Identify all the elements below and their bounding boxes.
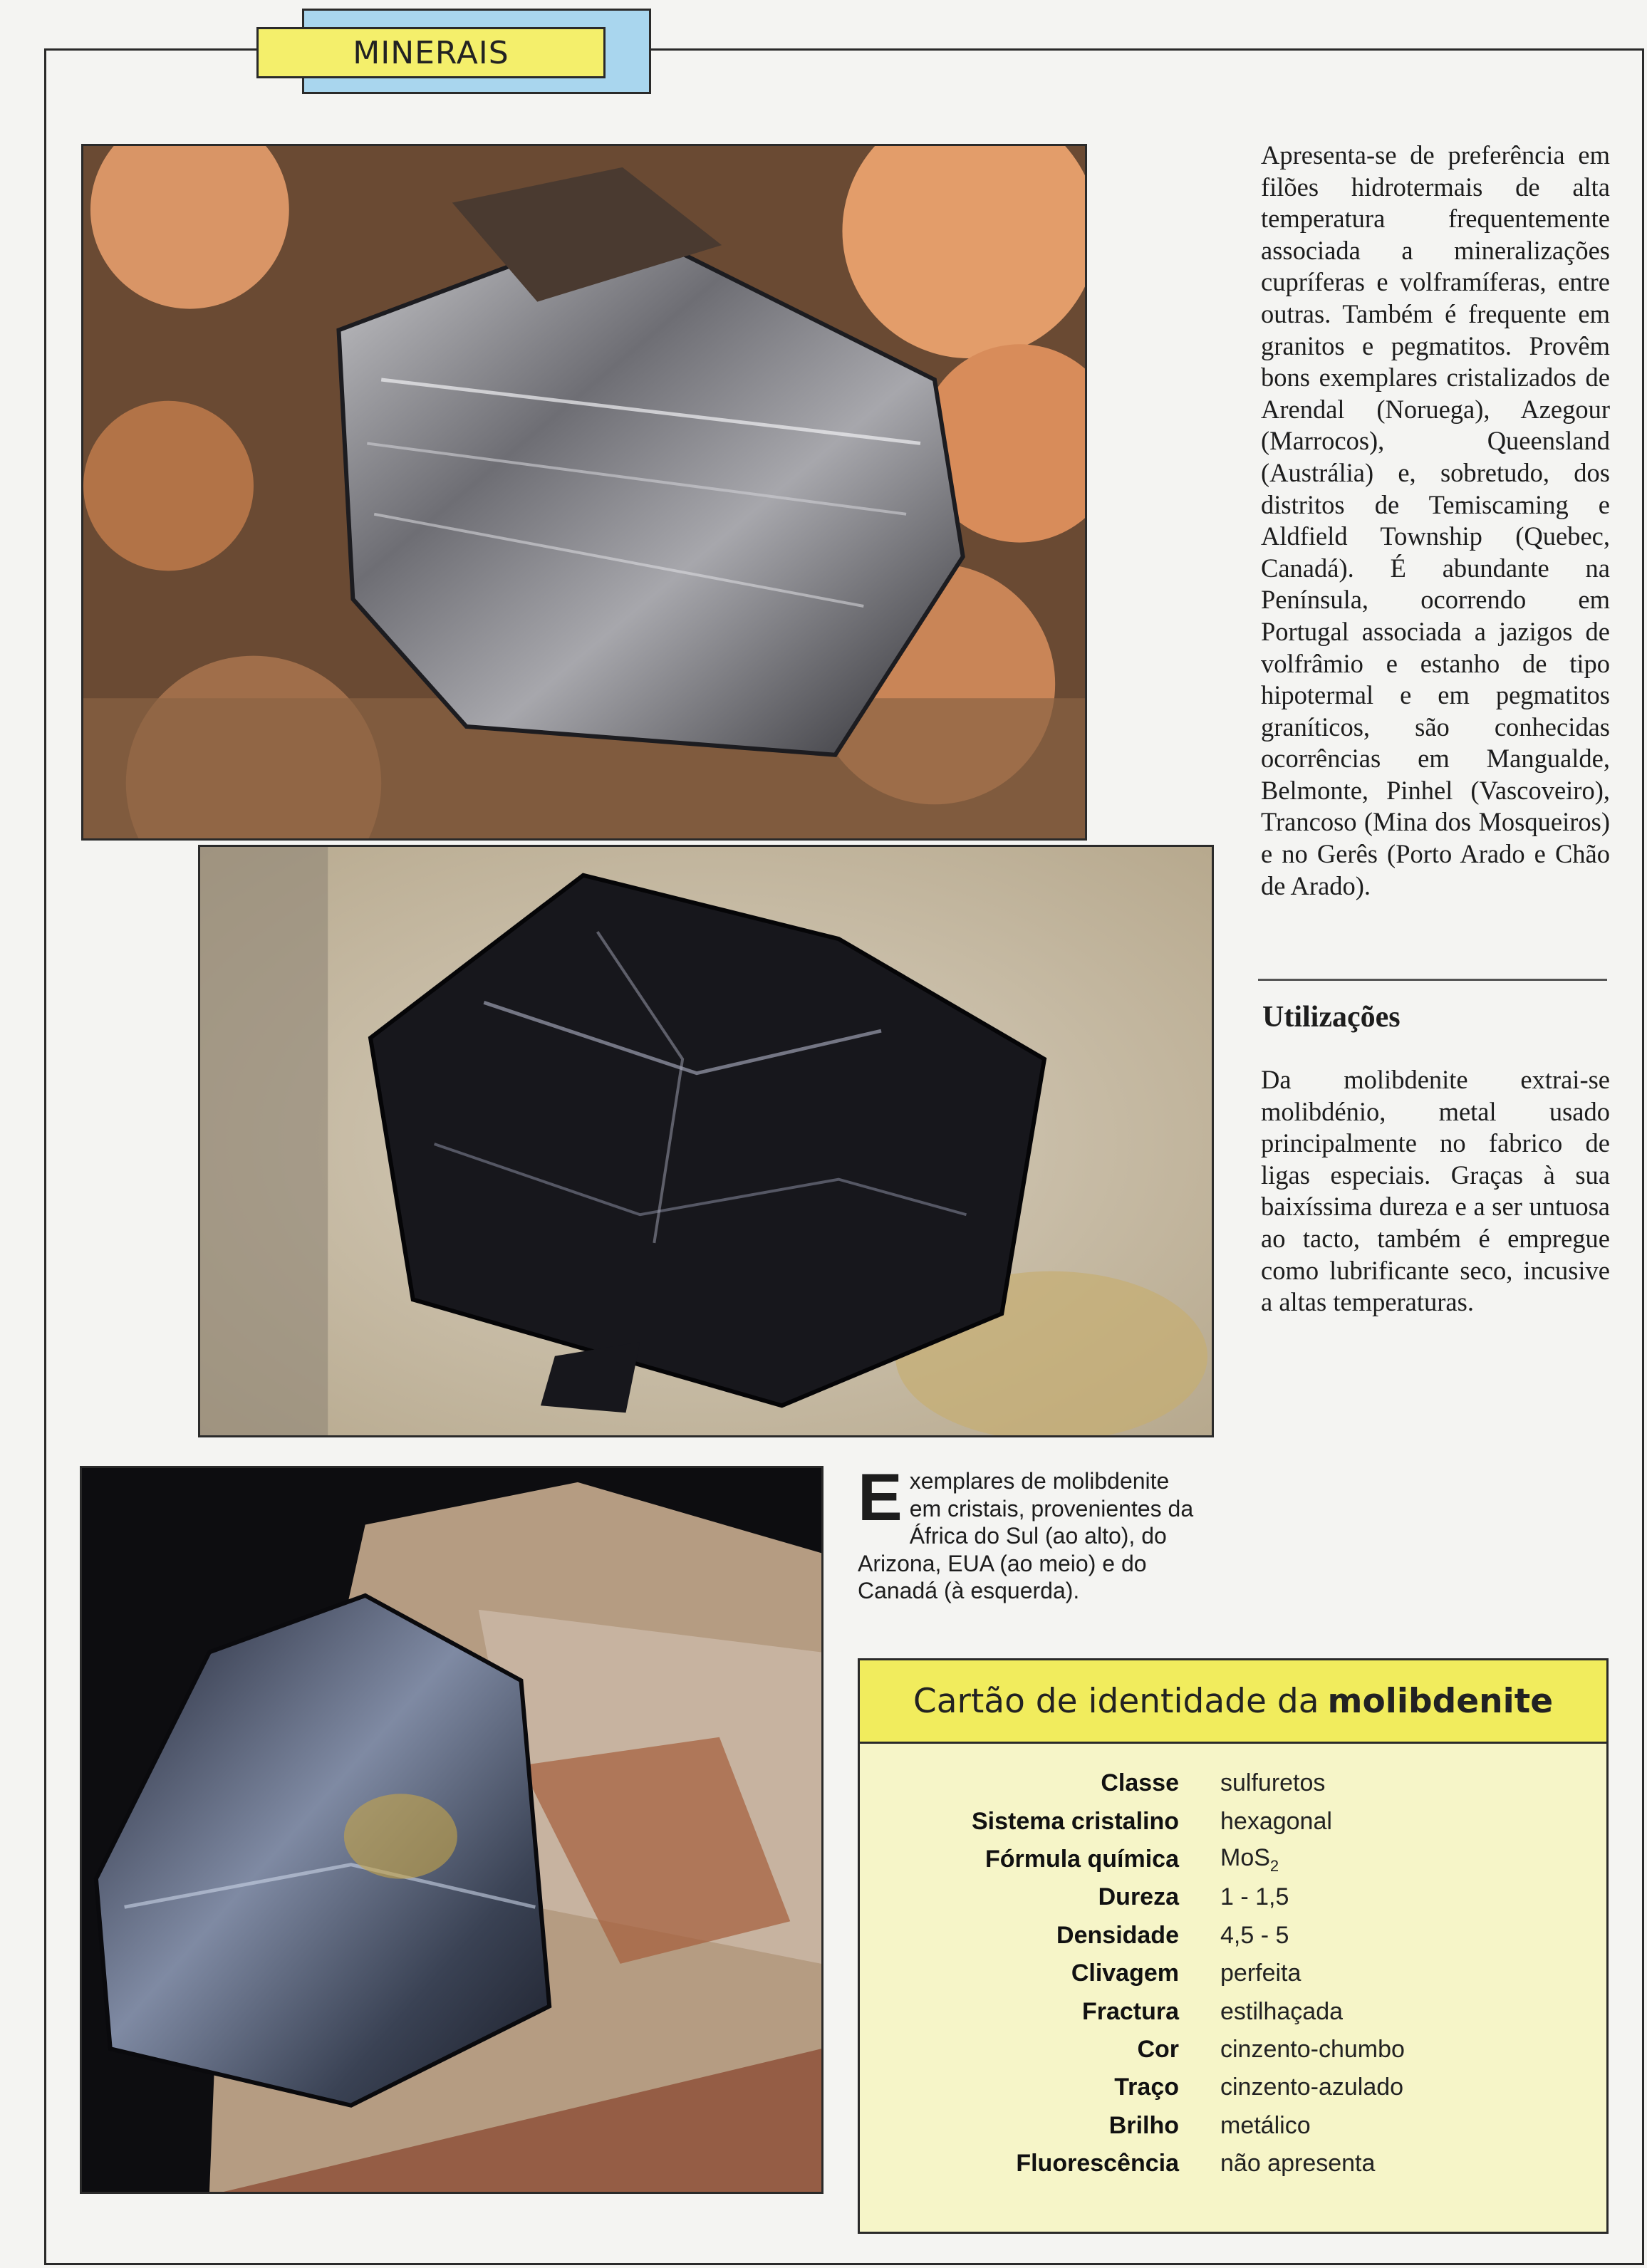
card-row-label: Fractura <box>1081 1997 1179 2025</box>
card-row-value: não apresenta <box>1220 2150 1376 2178</box>
description-text <box>1261 140 1610 902</box>
card-row-formula <box>860 1841 1606 1878</box>
card-row-label: Fluorescência <box>1016 2150 1179 2178</box>
caption-dropcap: E <box>858 1460 903 1534</box>
identity-card <box>858 1658 1609 2234</box>
card-row-label: Dureza <box>1098 1883 1179 1911</box>
paragraph-localities: Provêm bons exemplares cristalizados de Arendal (Noruega), Azegour (Marrocos), Queensland (Austrália) e, sobretudo, dos distritos de Temiscaming e Aldfield Township (Quebec, Canadá). <box>1261 331 1610 583</box>
card-row-hardness <box>860 1878 1606 1916</box>
card-row-label: Cor <box>1137 2035 1179 2063</box>
card-row-class <box>860 1764 1606 1802</box>
card-row-fracture <box>860 1992 1606 2030</box>
card-row-label: Classe <box>1101 1769 1179 1797</box>
identity-card-title-mineral: molibdenite <box>1327 1681 1554 1721</box>
card-row-value: perfeita <box>1220 1960 1302 1987</box>
card-row-value: estilhaçada <box>1220 1997 1344 2025</box>
identity-card-title <box>860 1660 1606 1744</box>
card-row-value: cinzento-chumbo <box>1220 2035 1405 2063</box>
card-row-label: Traço <box>1114 2074 1179 2101</box>
card-row-cleavage <box>860 1955 1606 1992</box>
paragraph-portugal: É abundante na Península, ocorrendo em Portugal associada a jazigos de volfrâmio e estanho de tipo hipotermal e em pegmatitos graníticos, são conhecidas ocorrências em Mangualde, Belmonte, Pinhel (Vascoveiro), Trancoso (Mina dos Mosqueiros) e no Gerês (Porto Arado e Chão de Arado). <box>1261 553 1610 900</box>
card-row-value: sulfuretos <box>1220 1769 1326 1797</box>
section-tab-label: MINERAIS <box>256 27 606 78</box>
card-row-value: cinzento-azulado <box>1220 2074 1404 2101</box>
photo-arizona <box>198 845 1214 1437</box>
card-row-label: Densidade <box>1056 1921 1179 1949</box>
identity-card-rows <box>860 1764 1606 2183</box>
formula-subscript: 2 <box>1269 1856 1279 1875</box>
card-row-label: Clivagem <box>1071 1960 1179 1987</box>
card-row-fluorescence <box>860 2145 1606 2183</box>
section-divider <box>1258 979 1607 981</box>
identity-card-title-prefix: Cartão de identidade da <box>913 1681 1319 1721</box>
card-row-value: hexagonal <box>1220 1807 1332 1835</box>
uses-heading: Utilizações <box>1262 1001 1401 1034</box>
card-row-luster <box>860 2107 1606 2145</box>
card-row-value: metálico <box>1220 2111 1311 2139</box>
card-row-streak <box>860 2069 1606 2106</box>
uses-text: Da molibdenite extrai-se molibdénio, metal usado principalmente no fabrico de ligas especiais. Graças à sua baixíssima dureza e a ser untuosa ao tacto, também é empregue como lubrificante seco, incusive a altas temperaturas. <box>1261 1065 1610 1317</box>
card-row-label: Fórmula química <box>984 1845 1179 1873</box>
photo-south-africa <box>81 144 1087 841</box>
card-row-crystal-system <box>860 1802 1606 1840</box>
paragraph-origin: Apresenta-se de preferência em filões hidrotermais de alta temperatura frequentemente associada a mineralizações cupríferas e volframíferas, entre outras. Também é frequente em granitos e pegmatitos. <box>1261 140 1610 360</box>
card-row-color <box>860 2031 1606 2069</box>
card-row-value: 4,5 - 5 <box>1220 1921 1289 1949</box>
card-row-label: Brilho <box>1108 2111 1179 2139</box>
photo-canada <box>80 1466 824 2194</box>
formula-base: MoS <box>1220 1843 1270 1871</box>
card-row-value: 1 - 1,5 <box>1220 1883 1289 1911</box>
card-row-label: Sistema cristalino <box>971 1807 1179 1835</box>
caption-text: xemplares de molibdenite em cristais, provenientes da África do Sul (ao alto), do Arizona, EUA (ao meio) e do Canadá (à esquerda). <box>858 1468 1194 1603</box>
card-row-value <box>1220 1844 1279 1876</box>
photo-caption <box>858 1460 1207 1605</box>
card-row-density <box>860 1917 1606 1955</box>
